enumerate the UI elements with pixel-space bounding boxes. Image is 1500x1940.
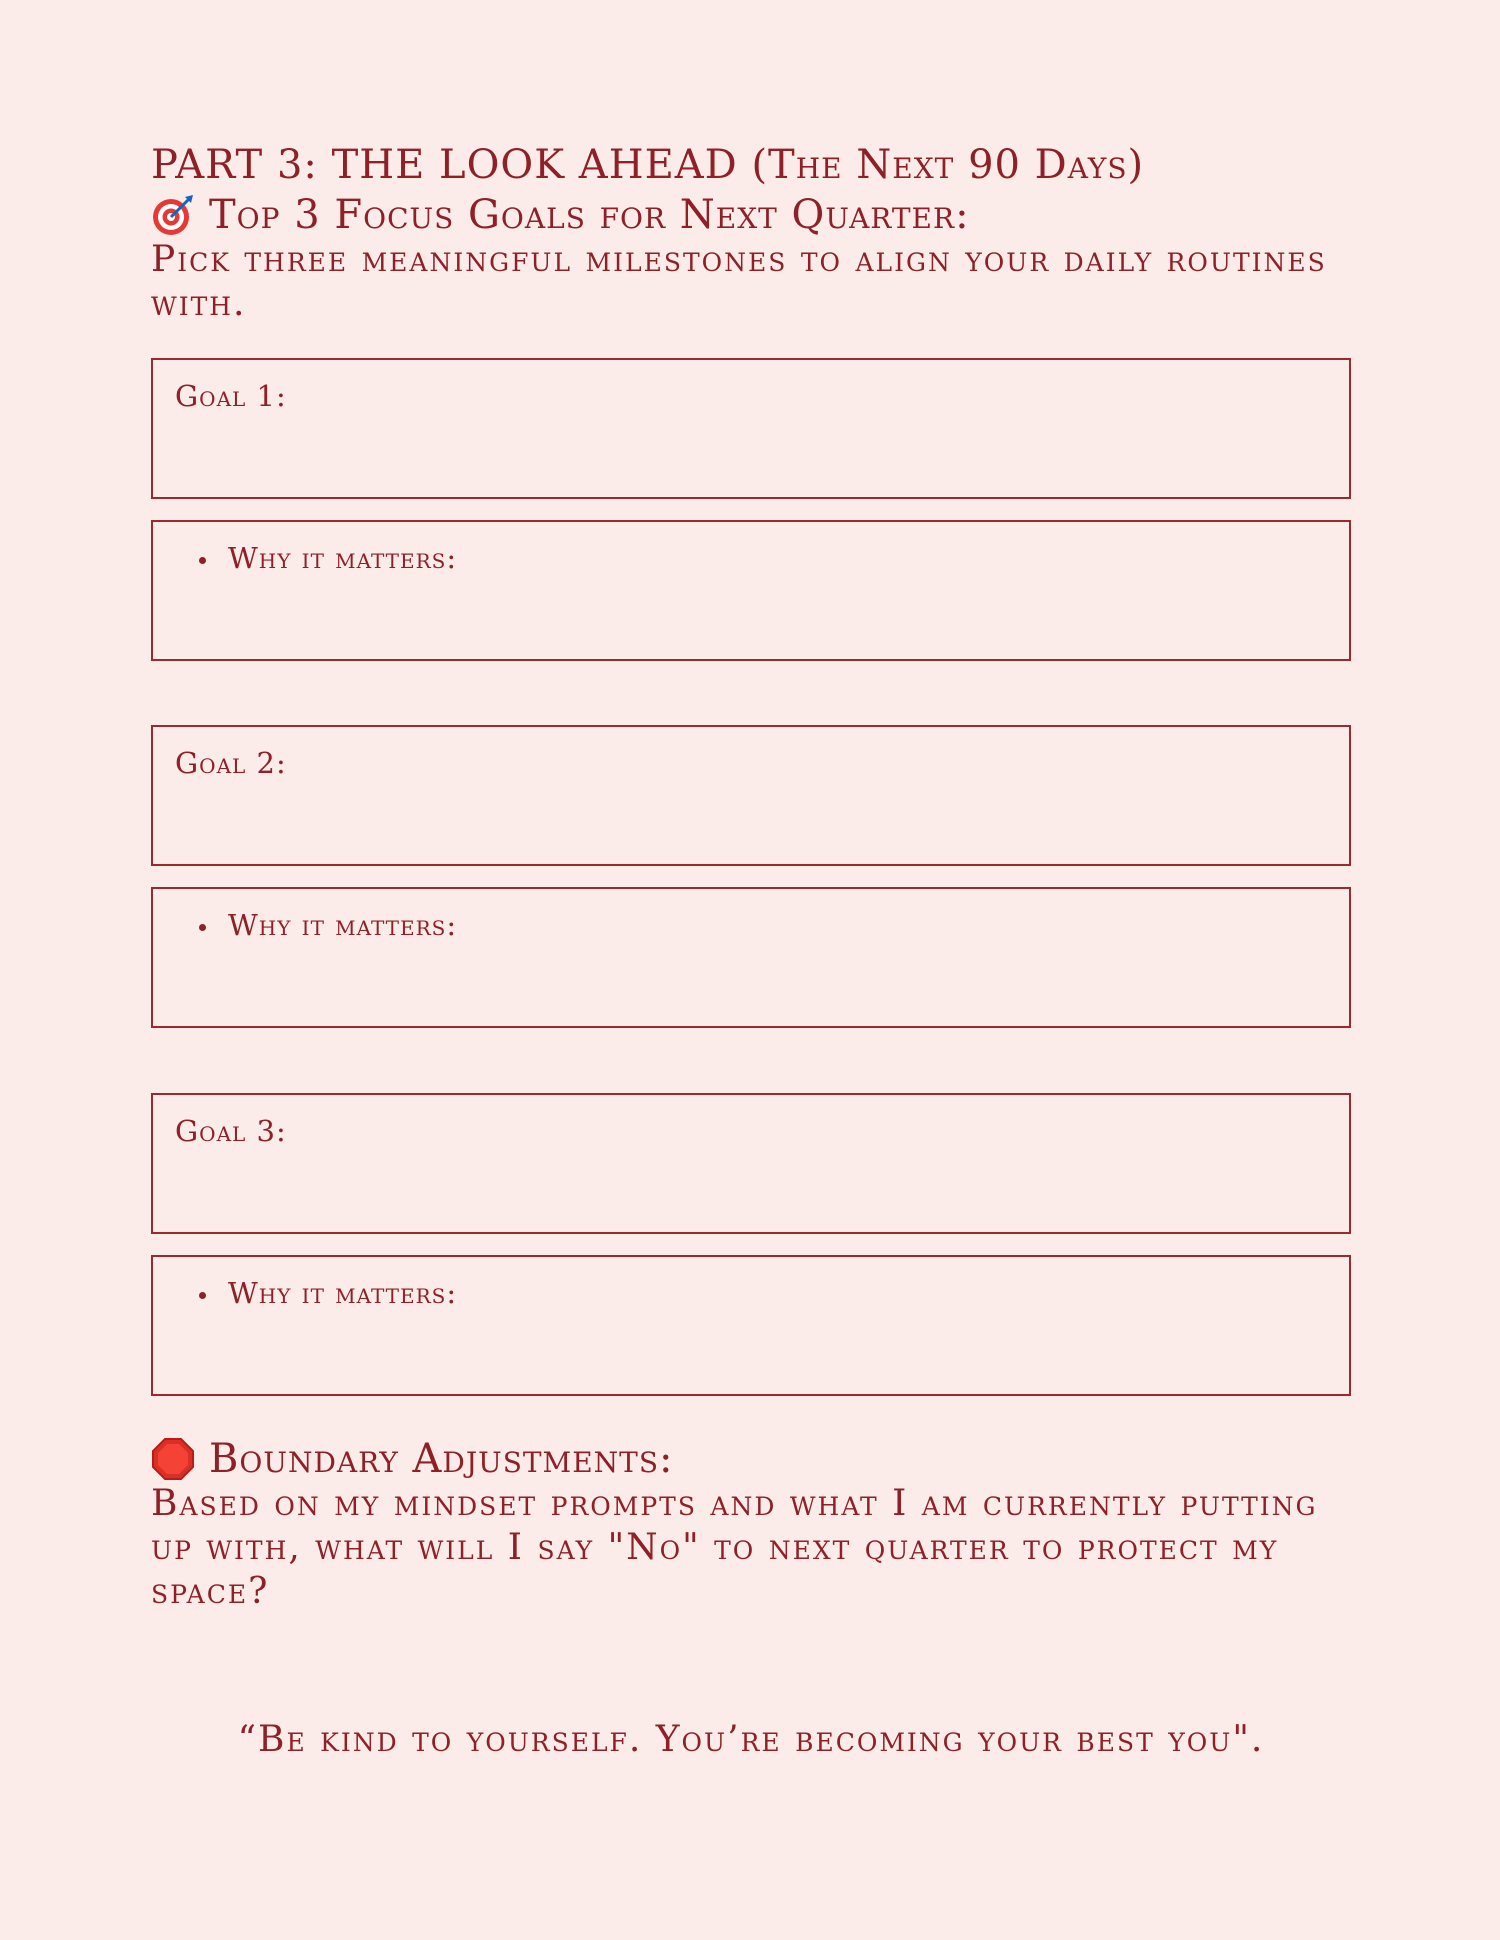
boundary-heading-text: Boundary Adjustments:	[209, 1436, 674, 1482]
goal-3-field[interactable]	[151, 1093, 1351, 1234]
goal-2-field[interactable]	[151, 725, 1351, 866]
part-title: PART 3: THE LOOK AHEAD (The Next 90 Days)	[151, 142, 1145, 188]
goal-3-why-item	[199, 1275, 457, 1311]
goal-2-why-field[interactable]	[151, 887, 1351, 1028]
goal-2-why-label: Why it matters:	[228, 908, 458, 942]
bullet-dot	[199, 924, 206, 931]
target-icon	[151, 193, 195, 237]
bullet-dot	[199, 1292, 206, 1299]
goal-3-why-field[interactable]	[151, 1255, 1351, 1396]
closing-quote: “Be kind to yourself. You’re becoming your best you".	[237, 1719, 1265, 1760]
goal-3-why-label: Why it matters:	[228, 1276, 458, 1310]
goal-1-why-field[interactable]	[151, 520, 1351, 661]
boundary-heading	[151, 1436, 674, 1482]
bullet-dot	[199, 557, 206, 564]
goal-1-label: Goal 1:	[175, 379, 287, 413]
focus-goals-description: Pick three meaningful milestones to align your daily routines with.	[151, 239, 1327, 324]
goal-1-why-item	[199, 540, 457, 576]
focus-goals-heading	[151, 192, 970, 238]
goal-2-label: Goal 2:	[175, 746, 287, 780]
goal-2-why-item	[199, 907, 457, 943]
stop-sign-icon	[151, 1437, 195, 1481]
focus-goals-heading-text: Top 3 Focus Goals for Next Quarter:	[209, 192, 970, 238]
boundary-description: Based on my mindset prompts and what I am currently putting up with, what will I say "No" to next quarter to protect my space?	[151, 1483, 1318, 1612]
goal-3-label: Goal 3:	[175, 1114, 287, 1148]
goal-1-why-label: Why it matters:	[228, 541, 458, 575]
goal-1-field[interactable]	[151, 358, 1351, 499]
